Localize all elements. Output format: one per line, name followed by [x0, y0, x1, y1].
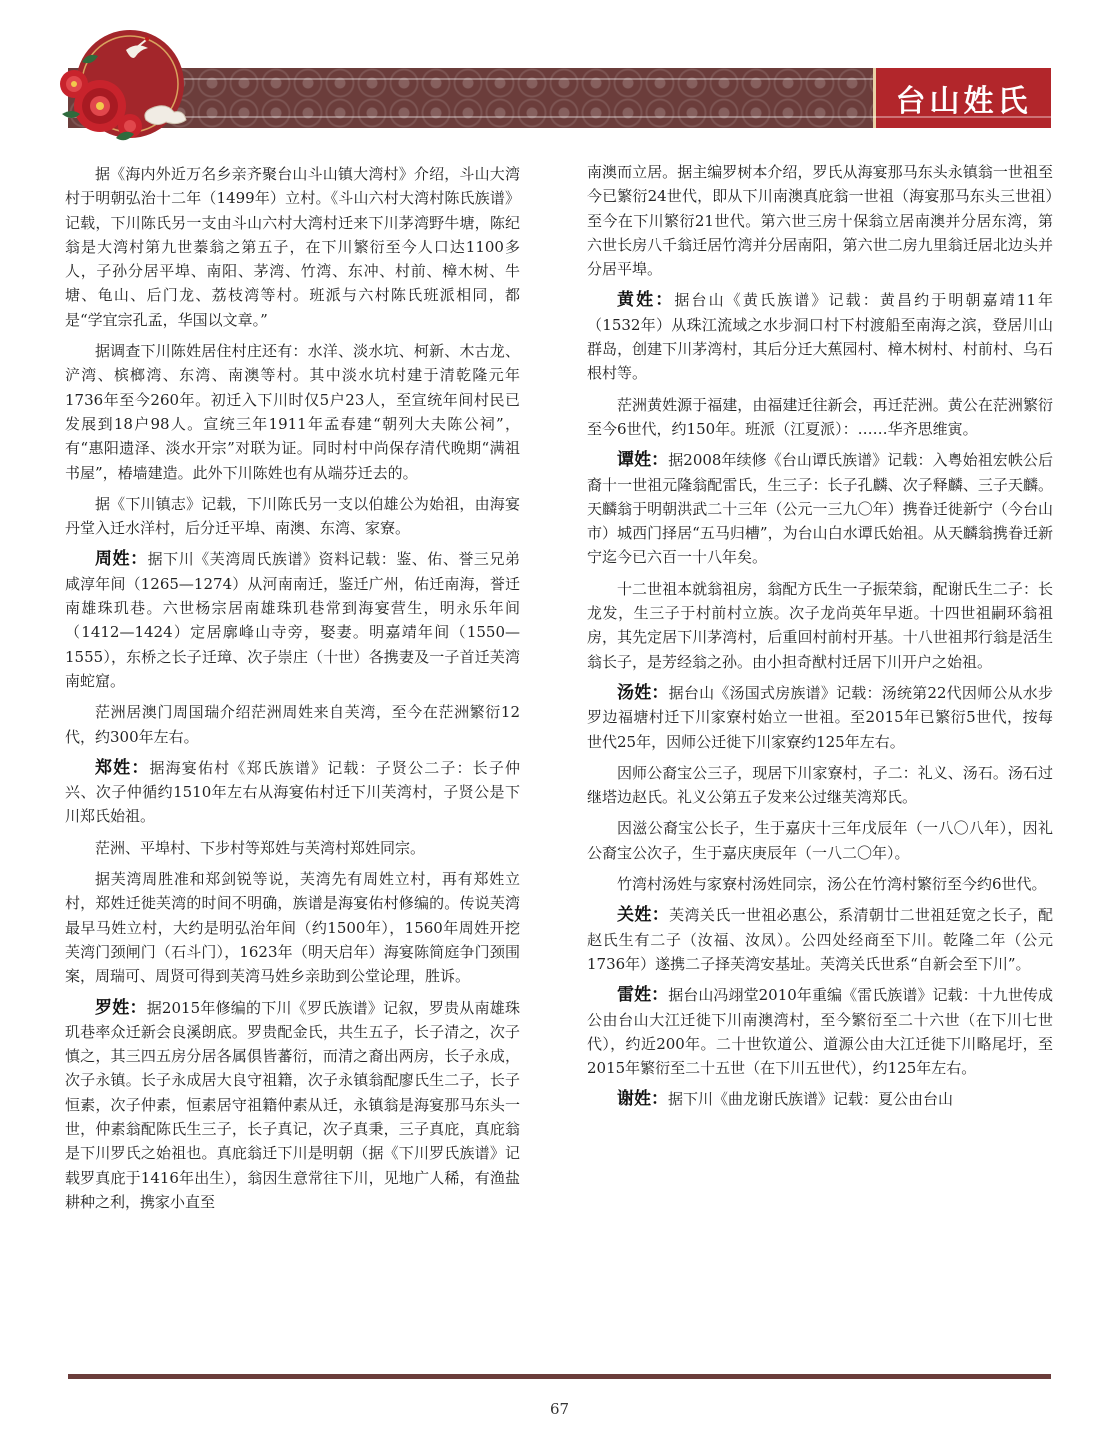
paragraph	[587, 983, 1053, 1080]
paragraph-text: 据下川《芙湾周氏族谱》资料记载：鉴、佑、誉三兄弟咸淳年间（1265—1274）从河南南迁，鉴迁广州，佑迁南海，誉迁南雄珠玑巷。六世杨宗居南雄珠玑巷常到海宴营生，明永乐年间（1412—1424）定居廓峰山寺旁，娶妻。明嘉靖年间（1550—1555），东桥之长子迁璋、次子崇庄（十世）各携妻及一子首迁芙湾南蛇窟。	[65, 550, 520, 690]
section-title: 台山姓氏	[895, 84, 1032, 119]
left-text-column	[65, 162, 520, 1221]
paragraph	[587, 761, 1053, 810]
paragraph	[65, 996, 520, 1215]
paragraph-text: 因师公裔宝公三子，现居下川家寮村，子二：礼义、汤石。汤石过继塔边赵氏。礼义公第五子发来公过继芙湾郑氏。	[587, 763, 1053, 807]
surname-heading: 雷姓：	[617, 985, 669, 1006]
paragraph	[587, 816, 1053, 865]
paragraph	[65, 867, 520, 988]
right-text-column	[587, 160, 1053, 1119]
paragraph	[587, 448, 1053, 569]
paragraph-text: 据2015年修编的下川《罗氏族谱》记叙，罗贵从南雄珠玑巷率众迁新会良溪朗底。罗贵配金氏，共生五子，长子清之，次子慎之，其三四五房分居各属俱皆蕃衍，而清之裔出两房，长子永成，次子永镇。长子永成居大良守祖籍，次子永镇翁配廖氏生二子，长子恒素，次子仲素，恒素居守祖籍仲素从迁，永镇翁是海宴那马东头一世，仲素翁配陈氏生三子，长子真记，次子真秉，三子真庇，真庇翁是下川罗氏之始祖也。真庇翁迁下川是明朝（据《下川罗氏族谱》记载罗真庇于1416年出生），翁因生意常往下川，见地广人稀，有渔盐耕种之利，携家小直至	[65, 998, 520, 1211]
paragraph	[587, 577, 1053, 674]
header-banner	[68, 68, 1051, 128]
paragraph	[65, 756, 520, 829]
paragraph	[587, 872, 1053, 896]
paragraph-text: 南澳而立居。据主编罗树本介绍，罗氏从海宴那马东头永镇翁一世祖至今已繁衍24世代，即从下川南澳真庇翁一世祖（海宴那马东头三世祖）至今在下川繁衍21世代。第六世三房十保翁立居南澳并分居东湾，第六世长房八千翁迁居竹湾并分居南阳，第六世二房九里翁迁居北边头并分居平埠。	[587, 163, 1053, 279]
paragraph-text: 据《海内外近万名乡亲齐聚台山斗山镇大湾村》介绍，斗山大湾村于明朝弘治十二年（1499年）立村。《斗山六村大湾村陈氏族谱》记载，下川陈氏另一支由斗山六村大湾村迁来下川茅湾野牛塘，陈纪翁是大湾村第九世蓁翁之第五子，在下川繁衍至今人口达1100多人，子孙分居平埠、南阳、茅湾、竹湾、东冲、村前、樟木树、牛塘、龟山、后门龙、荔枝湾等村。班派与六村陈氏班派相同，都是“学宜宗孔孟，华国以文章。”	[65, 165, 520, 329]
surname-heading: 周姓：	[95, 549, 148, 570]
paragraph	[65, 339, 520, 485]
peony-crane-ornament-icon	[52, 22, 202, 152]
paragraph-text: 茫洲、平埠村、下步村等郑姓与芙湾村郑姓同宗。	[95, 838, 426, 857]
paragraph	[587, 903, 1053, 976]
surname-heading: 谭姓：	[617, 450, 669, 471]
surname-heading: 罗姓：	[95, 997, 147, 1018]
paragraph-text: 据《下川镇志》记载，下川陈氏另一支以伯雄公为始祖，由海宴丹堂入迁水洋村，后分迁平埠、南澳、东湾、家寮。	[65, 494, 520, 538]
footer-rule	[68, 1374, 1051, 1379]
paragraph	[587, 288, 1053, 385]
paragraph-text: 十二世祖本就翁祖房，翁配方氏生一子振荣翁，配谢氏生二子：长龙发，生三子于村前村立族。次子龙尚英年早逝。十四世祖嗣环翁祖房，其先定居下川茅湾村，后重回村前村开基。十八世祖邦行翁是活生翁长子，是芳经翁之孙。由小担奇猷村迁居下川开户之始祖。	[587, 579, 1053, 671]
paragraph-text: 据海宴佑村《郑氏族谱》记载：子贤公二子：长子仲兴、次子仲循约1510年左右从海宴佑村迁下川芙湾村，子贤公是下川郑氏始祖。	[65, 758, 520, 826]
paragraph-text: 据芙湾周胜准和郑剑锐等说，芙湾先有周姓立村，再有郑姓立村，郑姓迁徙芙湾的时间不明确，族谱是海宴佑村修编的。传说芙湾最早马姓立村，大约是明弘治年间（约1500年），1560年周姓开挖芙湾门颈闸门（石斗门），1623年（明天启年）海宴陈简庭争门颈围案，周瑞可、周贤可得到芙湾马姓乡亲助到公堂论理，胜诉。	[65, 870, 520, 986]
paragraph	[587, 1087, 1053, 1111]
paragraph-text: 芙湾关氏一世祖必惠公，系清朝廿二世祖廷宽之长子，配赵氏生有二子（汝福、汝凤）。公四处经商至下川。乾隆二年（公元1736年）遂携二子择芙湾安基址。芙湾关氏世系“自新会至下川”。	[587, 906, 1053, 973]
paragraph	[65, 492, 520, 541]
paragraph-text: 据2008年续修《台山谭氏族谱》记载：入粤始祖宏帙公后裔十一世祖元隆翁配雷氏，生三子：长子孔麟、次子释麟、三子天麟。天麟翁于明朝洪武二十三年（公元一三九〇年）携眷迁徙新宁（今台山市）城西门择居“五马归槽”，为台山白水谭氏始祖。从天麟翁携眷迁新宁迄今已六百一十八年矣。	[587, 451, 1053, 567]
paragraph	[587, 393, 1053, 442]
surname-heading: 黄姓：	[617, 290, 675, 311]
page-number: 67	[549, 1400, 570, 1418]
paragraph-text: 茫洲黄姓源于福建，由福建迁往新会，再迁茫洲。黄公在茫洲繁衍至今6世代，约150年。班派（江夏派）：……华齐思维寅。	[587, 395, 1053, 438]
paragraph-text: 因滋公裔宝公长子，生于嘉庆十三年戊辰年（一八〇八年），因礼公裔宝公次子，生于嘉庆庚辰年（一八二〇年）。	[587, 819, 1053, 862]
paragraph	[65, 836, 520, 860]
surname-heading: 关姓：	[617, 905, 670, 926]
paragraph-text: 竹湾村汤姓与家寮村汤姓同宗，汤公在竹湾村繁衍至今约6世代。	[617, 875, 1047, 894]
surname-heading: 郑姓：	[95, 757, 150, 778]
paragraph	[65, 547, 520, 693]
paragraph-text: 据台山《汤国式房族谱》记载：汤统第22代因师公从水步罗边福塘村迁下川家寮村始立一世祖。至2015年已繁衍5世代，按每世代25年，因师公迁徙下川家寮约125年左右。	[587, 683, 1053, 751]
paragraph-text: 茫洲居澳门周国瑞介绍茫洲周姓来自芙湾，至今在茫洲繁衍12代，约300年左右。	[65, 703, 520, 746]
paragraph-text: 据台山《黄氏族谱》记载：黄昌约于明朝嘉靖11年（1532年）从珠江流域之水步洞口村下村渡船至南海之滨，登居川山群岛，创建下川茅湾村，其后分迁大蕉园村、樟木树村、村前村、乌石根村等。	[587, 291, 1054, 383]
paragraph	[65, 700, 520, 749]
paragraph-text: 据调查下川陈姓居住村庄还有：水洋、淡水坑、柯新、木古龙、浐湾、槟榔湾、东湾、南澳等村。其中淡水坑村建于清乾隆元年1736年至今260年。初迁入下川时仅5户23人，至宣统年间村民已发展到18户98人。宣统三年1911年孟春建“朝列大夫陈公祠”，有“惠阳遗泽、淡水开宗”对联为证。同时村中尚保存清代晚期“满祖书屋”，椿墙建造。此外下川陈姓也有从端芬迁去的。	[65, 342, 520, 482]
paragraph-text: 据下川《曲龙谢氏族谱》记载：夏公由台山	[668, 1090, 954, 1109]
paragraph	[587, 160, 1053, 281]
paragraph-text: 据台山冯翊堂2010年重编《雷氏族谱》记载：十九世传成公由台山大江迁徙下川南澳湾村，至今繁衍至二十六世（在下川七世代），约近200年。二十世钦道公、道源公由大江迁徙下川略尾圩，至2015年繁衍至二十五世（在下川五世代），约125年左右。	[587, 986, 1053, 1078]
surname-heading: 谢姓：	[617, 1089, 668, 1110]
paragraph	[65, 162, 520, 332]
paragraph	[587, 681, 1053, 754]
surname-heading: 汤姓：	[617, 682, 669, 703]
section-title-box	[873, 68, 1051, 128]
